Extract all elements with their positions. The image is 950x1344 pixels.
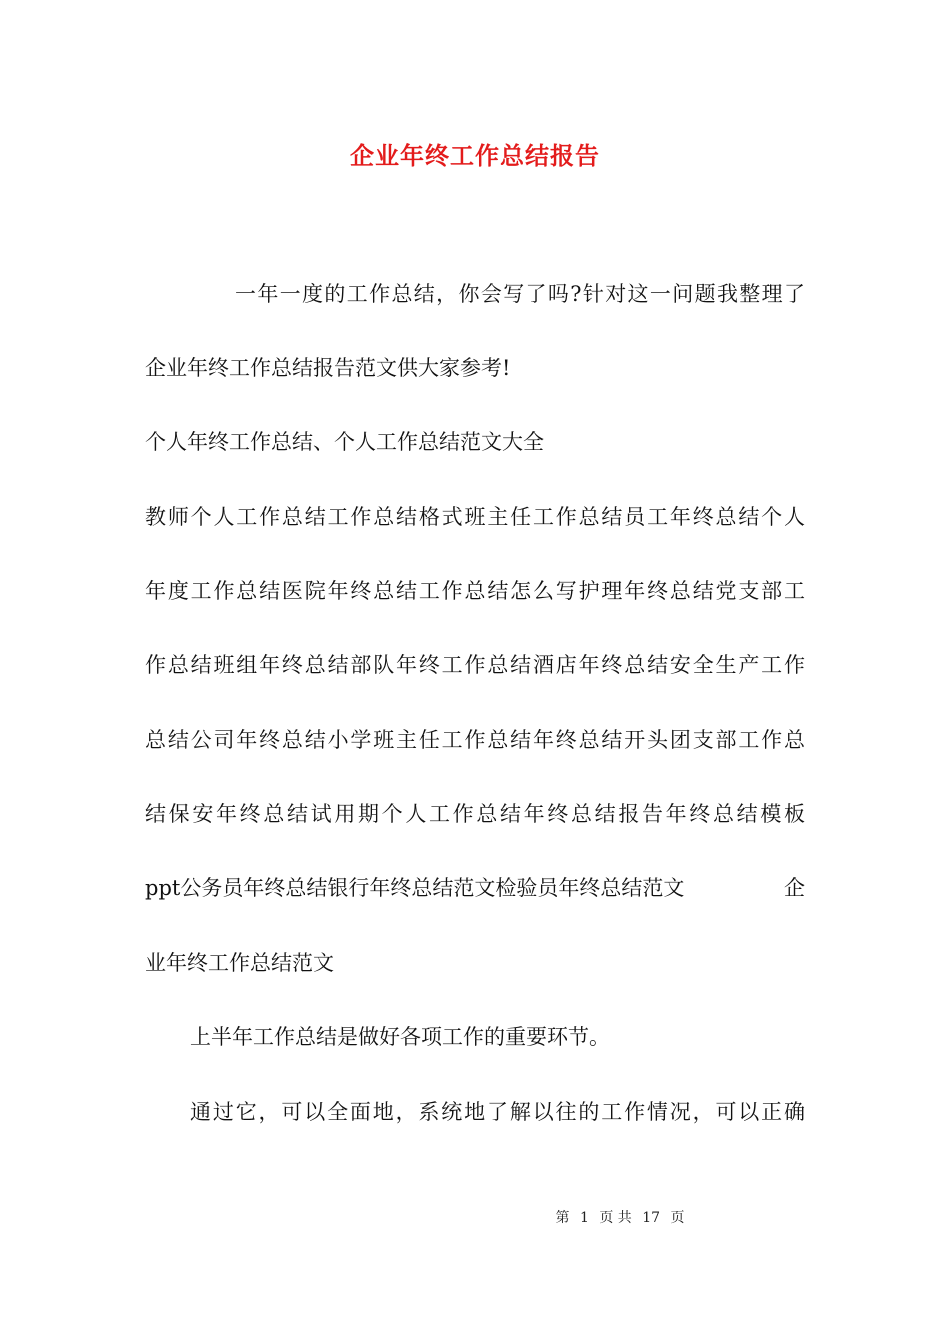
- list-line-2: 年度工作总结医院年终总结工作总结怎么写护理年终总结党支部工: [145, 579, 805, 603]
- footer-page-number: 1: [579, 1210, 589, 1226]
- list-line-6-text: ppt公务员年终总结银行年终总结范文检验员年终总结范文: [145, 876, 685, 900]
- list-line-6: [145, 873, 805, 903]
- paragraph-line-2: 企业年终工作总结报告范文供大家参考!: [145, 356, 511, 380]
- list-line-7: 业年终工作总结范文: [145, 951, 334, 975]
- list-line-6-tail: 企: [784, 876, 805, 900]
- list-line-5: 结保安年终总结试用期个人工作总结年终总结报告年终总结模板: [145, 802, 805, 826]
- paragraph-line-3: 上半年工作总结是做好各项工作的重要环节。: [190, 1025, 610, 1049]
- paragraph-line-1: 一年一度的工作总结，你会写了吗?针对这一问题我整理了: [235, 282, 805, 306]
- list-line-4: 总结公司年终总结小学班主任工作总结年终总结开头团支部工作总: [145, 728, 805, 752]
- footer-middle: 页 共: [599, 1210, 632, 1226]
- list-line-1: 教师个人工作总结工作总结格式班主任工作总结员工年终总结个人: [145, 505, 805, 529]
- document-title: 企业年终工作总结报告: [350, 141, 600, 170]
- footer-total-pages: 17: [642, 1210, 661, 1226]
- paragraph-line-4: 通过它，可以全面地，系统地了解以往的工作情况，可以正确: [190, 1100, 805, 1124]
- page-footer: [0, 1207, 950, 1227]
- footer-prefix: 第: [555, 1210, 570, 1226]
- list-line-3: 作总结班组年终总结部队年终工作总结酒店年终总结安全生产工作: [145, 653, 805, 677]
- footer-suffix: 页: [670, 1210, 685, 1226]
- heading-line: 个人年终工作总结、个人工作总结范文大全: [145, 430, 544, 454]
